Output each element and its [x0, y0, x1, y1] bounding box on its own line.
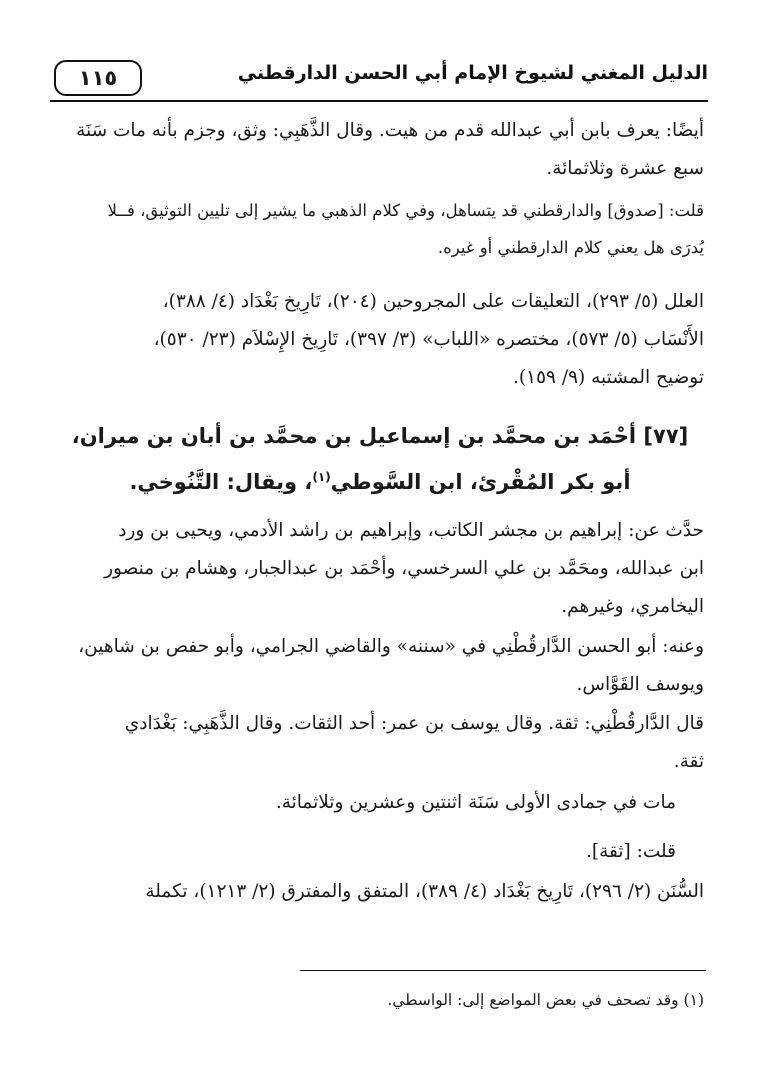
entry-heading-name: أبو بكر المُقْرئ، ابن السَّوطي [330, 470, 631, 494]
text-line: قال الدَّارقُطْنِي: ثقة. وقال يوسف بن عمر: أحد الثقات. وقال الذَّهَبِي: بَغْدَادي [124, 713, 704, 734]
paragraph-verdict [52, 833, 704, 871]
text-line: قلت: [صدوق] والدارقطني قد يتساهل، وفي كلام الذهبي ما يشير إلى تليين التوثيق، فــلا [107, 201, 704, 220]
paragraph-grading [52, 705, 704, 781]
text-line: الأَنْسَاب (٥/ ٥٧٣)، مختصره «اللباب» (٣/ ٣٩٧)، تَارِيخ الإِسْلاَم (٢٣/ ٥٣٠)، [153, 329, 704, 350]
text-line: حدَّث عن: إبراهيم بن مجشر الكاتب، وإبراهيم بن راشد الأدمي، ويحيى بن ورد [118, 520, 704, 541]
footnote-divider [300, 970, 706, 971]
running-header [50, 60, 708, 102]
paragraph-biography-continued [52, 112, 704, 188]
text-line: يُدرَى هل يعني كلام الدارقطني أو غيره. [437, 238, 704, 257]
footnote-marker[interactable]: (١) [312, 470, 331, 484]
footnote: (١) وقد تصحف في بعض المواضع إلى: الواسطي. [387, 991, 704, 1009]
paragraph-sources [52, 283, 704, 397]
entry-heading-line [40, 459, 720, 505]
text-line: العلل (٥/ ٢٩٣)، التعليقات على المجروحين (٢٠٤)، تَارِيخ بَغْدَاد (٤/ ٣٨٨)، [162, 291, 704, 312]
paragraph-author-note [52, 192, 704, 266]
text-line: ثقة. [673, 751, 704, 772]
text-line: توضيح المشتبه (٩/ ١٥٩). [513, 367, 704, 388]
text-line: السُّنَن (٢/ ٢٩٦)، تَارِيخ بَغْدَاد (٤/ ٣٨٩)، المتفق والمفترق (٢/ ١٢١٣)، تكملة [145, 881, 704, 902]
text-line: وعنه: أبو الحسن الدَّارقُطْنِي في «سننه» والقاضي الجرامي، وأبو حفص بن شاهين، [78, 636, 704, 657]
text-line: قلت: [ثقة]. [586, 841, 676, 862]
text-line: مات في جمادى الأولى سَنَة اثنتين وعشرين وثلاثمائة. [275, 792, 676, 813]
page-number: ١١٥ [54, 60, 142, 96]
entry-heading-line: [٧٧] أحْمَد بن محمَّد بن إسماعيل بن محمَّد بن أبان بن ميران، [71, 424, 689, 448]
paragraph-narrated-by [52, 628, 704, 704]
entry-heading [40, 413, 720, 505]
text-line: سبع عشرة وثلاثمائة. [546, 158, 704, 179]
paragraph-narrated-from [52, 512, 704, 626]
paragraph-death [52, 784, 704, 822]
entry-heading-alias: ، ويقال: التَّنُوخي. [129, 470, 313, 494]
paragraph-sources-2 [52, 873, 704, 911]
text-line: أيضًا: يعرف بابن أبي عبدالله قدم من هيت. وقال الذَّهَبِي: وثق، وجزم بأنه مات سَنَة [76, 120, 704, 141]
text-line: اليخامري، وغيرهم. [561, 596, 704, 617]
text-line: ابن عبدالله، ومحَمَّد بن علي السرخسي، وأحْمَد بن عبدالجبار، وهشام بن منصور [104, 558, 704, 579]
text-line: ويوسف القَوَّاس. [576, 674, 704, 695]
book-title: الدليل المغني لشيوخ الإمام أبي الحسن الدارقطني [237, 62, 708, 84]
